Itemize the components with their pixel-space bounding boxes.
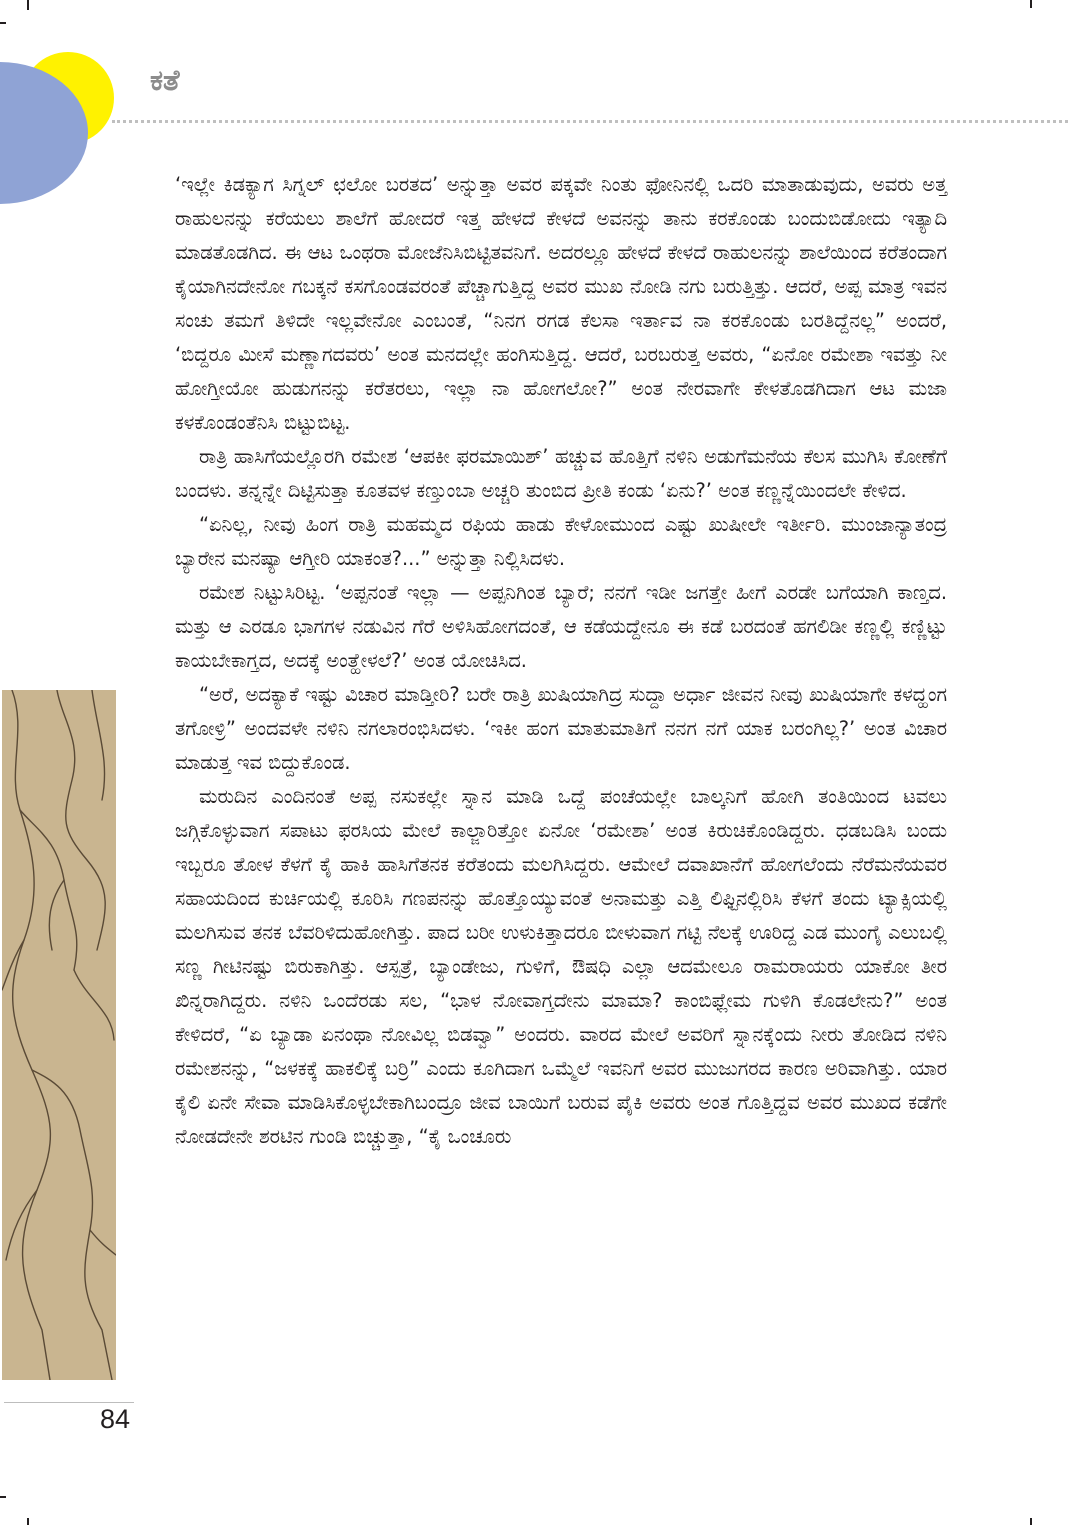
story-paragraph: “ಏನಿಲ್ಲ, ನೀವು ಹಿಂಗ ರಾತ್ರಿ ಮಹಮ್ಮದ ರಫಿಯ ಹಾಡು ಕೇಳೋಮುಂದ ಎಷ್ಟು ಖುಷೀಲೇ ಇರ್ತೀರಿ. ಮುಂಜಾನ್ಯಾತಂದ್ರ ಬ್ಯಾರೇನ ಮನಷ್ಯಾ ಆಗ್ತೀರಿ ಯಾಕಂತ?...” ಅನ್ನುತ್ತಾ ನಿಲ್ಲಿಸಿದಳು. [175,513,947,570]
section-title: ಕತೆ [150,63,180,97]
page-number: 84 [100,1404,131,1434]
story-body [175,168,947,1154]
story-paragraph: ‘ಇಲ್ಲೇ ಕಿಡಕ್ಯಾಗ ಸಿಗ್ನಲ್ ಛಲೋ ಬರತದ’ ಅನ್ನುತ್ತಾ ಅವರ ಪಕ್ಕವೇ ನಿಂತು ಫೋನಿನಲ್ಲಿ ಒದರಿ ಮಾತಾಡುವುದು, ಅವರು ಅತ್ತ ರಾಹುಲನನ್ನು ಕರೆಯಲು ಶಾಲೆಗೆ ಹೋದರೆ ಇತ್ತ ಹೇಳದೆ ಕೇಳದೆ ಅವನನ್ನು ತಾನು ಕರಕೊಂಡು ಬಂದುಬಿಡೋದು ಇತ್ಯಾದಿ ಮಾಡತೊಡಗಿದ. ಈ ಆಟ ಒಂಥರಾ ಮೋಜೆನಿಸಿಬಿಟ್ಟಿತವನಿಗೆ. ಅದರಲ್ಲೂ ಹೇಳದೆ ಕೇಳದೆ ರಾಹುಲನನ್ನು ಶಾಲೆಯಿಂದ ಕರೆತಂದಾಗ ಕೈಯಾಗಿನದೇನೋ ಗಬಕ್ಕನೆ ಕಸಗೊಂಡವರಂತೆ ಪೆಚ್ಚಾಗುತ್ತಿದ್ದ ಅವರ ಮುಖ ನೋಡಿ ನಗು ಬರುತ್ತಿತ್ತು. ಆದರೆ, ಅಪ್ಪ ಮಾತ್ರ ಇವನ ಸಂಚು ತಮಗೆ ತಿಳಿದೇ ಇಲ್ಲವೇನೋ ಎಂಬಂತೆ, “ನಿನಗ ರಗಡ ಕೆಲಸಾ ಇರ್ತಾವ ನಾ ಕರಕೊಂಡು ಬರತಿದ್ದೆನಲ್ಲ” ಅಂದರೆ, ‘ಬಿದ್ದರೂ ಮೀಸೆ ಮಣ್ಣಾಗದವರು’ ಅಂತ ಮನದಲ್ಲೇ ಹಂಗಿಸುತ್ತಿದ್ದ. ಆದರೆ, ಬರಬರುತ್ತ ಅವರು, “ಏನೋ ರಮೇಶಾ ಇವತ್ತು ನೀ ಹೋಗ್ತೀಯೋ ಹುಡುಗನನ್ನು ಕರೆತರಲು, ಇಲ್ಲಾ ನಾ ಹೋಗಲೋ?” ಅಂತ ನೇರವಾಗೇ ಕೇಳತೊಡಗಿದಾಗ ಆಟ ಮಜಾ ಕಳಕೊಂಡಂತೆನಿಸಿ ಬಿಟ್ಟುಬಿಟ್ಟ. [175,173,947,434]
crop-mark-top-left-h [0,22,6,24]
crop-mark-top-right-v [1030,0,1032,8]
story-paragraph: ರಮೇಶ ನಿಟ್ಟುಸಿರಿಟ್ಟ. ‘ಅಪ್ಪನಂತೆ ಇಲ್ಲಾ — ಅಪ್ಪನಿಗಿಂತ ಬ್ಯಾರೆ; ನನಗೆ ಇಡೀ ಜಗತ್ತೇ ಹೀಗೆ ಎರಡೇ ಬಗೆಯಾಗಿ ಕಾಣ್ತದ. ಮತ್ತು ಆ ಎರಡೂ ಭಾಗಗಳ ನಡುವಿನ ಗೆರೆ ಅಳಿಸಿಹೋಗದಂತೆ, ಆ ಕಡೆಯದ್ದೇನೂ ಈ ಕಡೆ ಬರದಂತೆ ಹಗಲಿಡೀ ಕಣ್ಣಲ್ಲಿ ಕಣ್ಣಿಟ್ಟು ಕಾಯಬೇಕಾಗ್ತದ, ಅದಕ್ಕೆ ಅಂತ್ಹೇಳಲೆ?’ ಅಂತ ಯೋಚಿಸಿದ. [175,581,947,672]
crop-mark-bottom-left-h [0,1496,6,1498]
story-paragraph: “ಅರೆ, ಅದಕ್ಯಾಕೆ ಇಷ್ಟು ವಿಚಾರ ಮಾಡ್ತೀರಿ? ಬರೇ ರಾತ್ರಿ ಖುಷಿಯಾಗಿದ್ರ ಸುದ್ದಾ ಅರ್ಧಾ ಜೀವನ ನೀವು ಖುಷಿಯಾಗೇ ಕಳದ್ಹಂಗ ತಗೋಳ್ರಿ” ಅಂದವಳೇ ನಳಿನಿ ನಗಲಾರಂಭಿಸಿದಳು. ‘ಇಕೀ ಹಂಗ ಮಾತುಮಾತಿಗೆ ನನಗ ನಗೆ ಯಾಕ ಬರಂಗಿಲ್ಲ?’ ಅಂತ ವಿಚಾರ ಮಾಡುತ್ತ ಇವ ಬಿದ್ದುಕೊಂಡ. [175,683,947,774]
story-paragraph: ರಾತ್ರಿ ಹಾಸಿಗೆಯಲ್ಲೊರಗಿ ರಮೇಶ ‘ಆಪಕೀ ಫರಮಾಯಿಶ್’ ಹಚ್ಚುವ ಹೊತ್ತಿಗೆ ನಳಿನಿ ಅಡುಗೆಮನೆಯ ಕೆಲಸ ಮುಗಿಸಿ ಕೋಣೆಗೆ ಬಂದಳು. ತನ್ನನ್ನೇ ದಿಟ್ಟಿಸುತ್ತಾ ಕೂತವಳ ಕಣ್ತುಂಬಾ ಅಚ್ಚರಿ ತುಂಬಿದ ಪ್ರೀತಿ ಕಂಡು ‘ಏನು?’ ಅಂತ ಕಣ್ಣನ್ನೆಯಿಂದಲೇ ಕೇಳಿದ. [175,445,947,502]
side-texture-panel [2,690,116,1380]
story-paragraph: ಮರುದಿನ ಎಂದಿನಂತೆ ಅಪ್ಪ ನಸುಕಲ್ಲೇ ಸ್ನಾನ ಮಾಡಿ ಒದ್ದೆ ಪಂಚೆಯಲ್ಲೇ ಬಾಲ್ಕನಿಗೆ ಹೋಗಿ ತಂತಿಯಿಂದ ಟವಲು ಜಗ್ಗಿಕೊಳ್ಳುವಾಗ ಸಪಾಟು ಫರಸಿಯ ಮೇಲೆ ಕಾಲ್ಜಾರಿತ್ತೋ ಏನೋ ‘ರಮೇಶಾ’ ಅಂತ ಕಿರುಚಿಕೊಂಡಿದ್ದರು. ಧಡಬಡಿಸಿ ಬಂದು ಇಬ್ಬರೂ ತೋಳ ಕೆಳಗೆ ಕೈ ಹಾಕಿ ಹಾಸಿಗೆತನಕ ಕರೆತಂದು ಮಲಗಿಸಿದ್ದರು. ಆಮೇಲೆ ದವಾಖಾನೆಗೆ ಹೋಗಲೆಂದು ನೆರೆಮನೆಯವರ ಸಹಾಯದಿಂದ ಕುರ್ಚಿಯಲ್ಲಿ ಕೂರಿಸಿ ಗಣಪನನ್ನು ಹೊತ್ತೊಯ್ಯುವಂತೆ ಅನಾಮತ್ತು ಎತ್ತಿ ಲಿಫ್ಟಿನಲ್ಲಿರಿಸಿ ಕೆಳಗೆ ತಂದು ಟ್ಯಾಕ್ಸಿಯಲ್ಲಿ ಮಲಗಿಸುವ ತನಕ ಬೆವರಿಳಿದುಹೋಗಿತ್ತು. ಪಾದ ಬರೀ ಉಳುಕಿತ್ತಾದರೂ ಬೀಳುವಾಗ ಗಟ್ಟಿ ನೆಲಕ್ಕೆ ಊರಿದ್ದ ಎಡ ಮುಂಗೈ ಎಲುಬಲ್ಲಿ ಸಣ್ಣ ಗೀಟಿನಷ್ಟು ಬಿರುಕಾಗಿತ್ತು. ಆಸ್ಪತ್ರೆ, ಬ್ಯಾಂಡೇಜು, ಗುಳಿಗೆ, ಔಷಧಿ ಎಲ್ಲಾ ಆದಮೇಲೂ ರಾಮರಾಯರು ಯಾಕೋ ತೀರ ಖಿನ್ನರಾಗಿದ್ದರು. ನಳಿನಿ ಒಂದೆರಡು ಸಲ, “ಭಾಳ ನೋವಾಗ್ತದೇನು ಮಾಮಾ? ಕಾಂಬಿಫ್ಲೇಮ ಗುಳಿಗಿ ಕೊಡಲೇನು?” ಅಂತ ಕೇಳಿದರೆ, “ಏ ಬ್ಯಾಡಾ ಏನಂಥಾ ನೋವಿಲ್ಲ ಬಿಡವ್ವಾ” ಅಂದರು. ವಾರದ ಮೇಲೆ ಅವರಿಗೆ ಸ್ನಾನಕ್ಕೆಂದು ನೀರು ತೋಡಿದ ನಳಿನಿ ರಮೇಶನನ್ನು, “ಜಳಕಕ್ಕೆ ಹಾಕಲಿಕ್ಕೆ ಬರ್ರಿ” ಎಂದು ಕೂಗಿದಾಗ ಒಮ್ಮೆಲೆ ಇವನಿಗೆ ಅವರ ಮುಜುಗರದ ಕಾರಣ ಅರಿವಾಗಿತ್ತು. ಯಾರ ಕೈಲಿ ಏನೇ ಸೇವಾ ಮಾಡಿಸಿಕೊಳ್ಳಬೇಕಾಗಿಬಂದ್ರೂ ಜೀವ ಬಾಯಿಗೆ ಬರುವ ಪೈಕಿ ಅವರು ಅಂತ ಗೊತ್ತಿದ್ದವ ಅವರ ಮುಖದ ಕಡೆಗೇ ನೋಡದೇನೇ ಶರಟಿನ ಗುಂಡಿ ಬಿಚ್ಚುತ್ತಾ, “ಕೈ ಒಂಚೂರು [175,785,947,1148]
crop-mark-bottom-left-v [27,1518,29,1525]
crop-mark-top-left-v [27,0,29,10]
header-dotted-rule [112,120,1068,123]
page-number-rule [4,1402,134,1403]
crop-mark-bottom-right-v [1030,1518,1032,1525]
crack-lines-illustration [2,690,116,1380]
